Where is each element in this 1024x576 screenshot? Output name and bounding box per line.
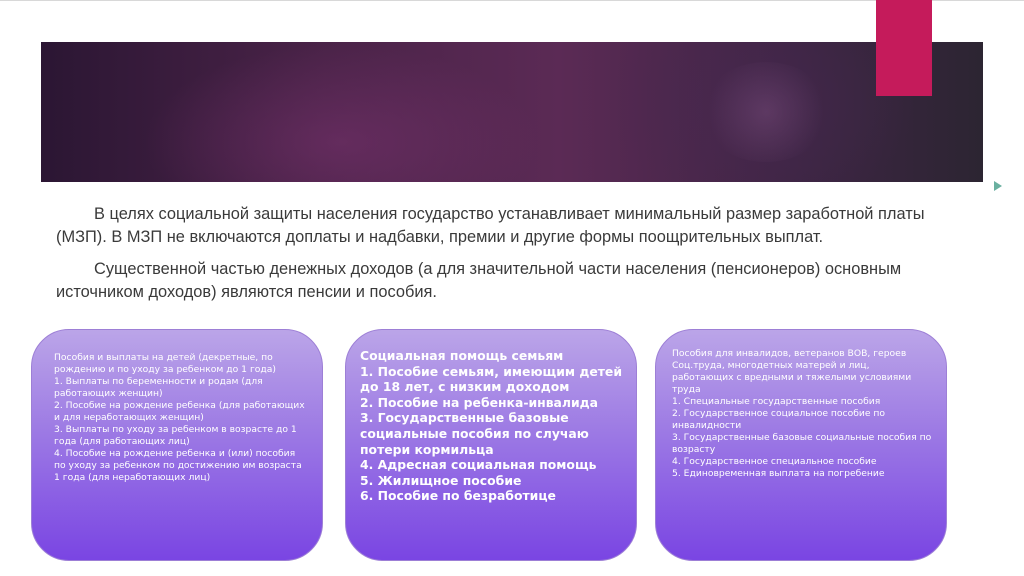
box-line: 1. Пособие семьям, имеющим детей до 18 лет, с низким доходом [360, 363, 623, 395]
accent-bar [876, 0, 932, 96]
box-line: 3. Государственные базовые социальные пособия по возрасту [672, 432, 932, 455]
box-line: 2. Пособие на рождение ребенка (для работающих и для неработающих женщин) [54, 400, 305, 423]
box-child-benefits [31, 329, 323, 561]
box-line: 6. Пособие по безработице [360, 488, 556, 504]
box-line: 5. Жилищное пособие [360, 472, 522, 488]
box-line: 4. Адресная социальная помощь [360, 457, 597, 473]
box-line: Пособия для инвалидов, ветеранов ВОВ, героев Соц.труда, многодетных матерей и лиц, работающих с вредными и тяжелыми условиями труда [672, 348, 912, 395]
box-family-assistance [345, 329, 637, 561]
paragraph-mzp: В целях социальной защиты населения государство устанавливает минимальный размер заработной платы (МЗП). В МЗП не включаются доплаты и надбавки, премии и другие формы поощрительных выплат. [56, 205, 925, 246]
box-line: 4. Пособие на рождение ребенка и (или) пособия по уходу за ребенком по достижению им возраста 1 года (для неработающих лиц) [54, 448, 302, 483]
header-banner [41, 42, 983, 182]
box-line: Социальная помощь семьям [360, 348, 564, 363]
box-line: 2. Пособие на ребенка-инвалида [360, 394, 599, 410]
box-line: 4. Государственное специальное пособие [672, 456, 877, 467]
box-line: Пособия и выплаты на детей (декретные, по рождению и по уходу за ребенком до 1 года) [54, 352, 276, 375]
box-line: 2. Государственное социальное пособие по инвалидности [672, 408, 886, 431]
paragraph-pensions: Существенной частью денежных доходов (а для значительной части населения (пенсионеров) основным источником доходов) являются пенсии и пособия. [56, 260, 902, 301]
triangle-bullet-icon [994, 181, 1002, 191]
banner-glow [701, 62, 831, 162]
box-line: 5. Единовременная выплата на погребение [672, 468, 885, 479]
body-text [56, 203, 966, 303]
box-line: 3. Государственные базовые социальные пособия по случаю потери кормильца [360, 410, 589, 457]
box-line: 1. Специальные государственные пособия [672, 396, 881, 407]
box-line: 1. Выплаты по беременности и родам (для работающих женщин) [54, 376, 263, 399]
box-disability-benefits [655, 329, 947, 561]
top-divider [0, 0, 1024, 1]
box-line: 3. Выплаты по уходу за ребенком в возрасте до 1 года (для работающих лиц) [54, 424, 297, 447]
